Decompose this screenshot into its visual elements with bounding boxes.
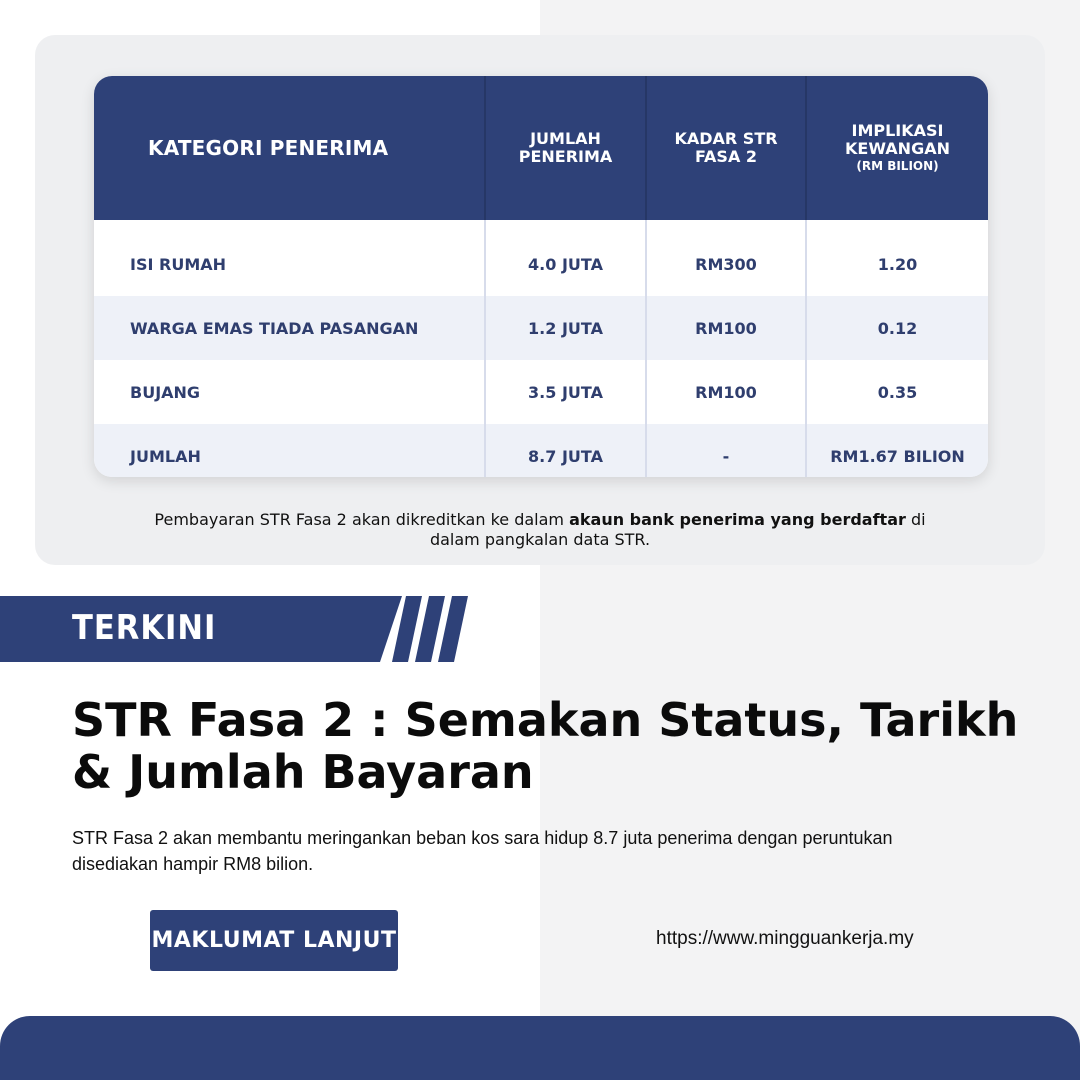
cell-jumlah: 3.5 JUTA [485,360,646,424]
header-implikasi [806,76,988,220]
table-header [94,76,988,220]
cell-jumlah: 8.7 JUTA [485,424,646,477]
cell-kadar: RM100 [646,296,806,360]
table-row [94,296,988,360]
table-spacer [94,220,988,232]
header-jumlah-line2: PENERIMA [518,147,613,166]
header-kategori [94,76,485,220]
header-kadar-line1: KADAR STR [674,129,778,148]
cell-kategori: BUJANG [94,360,485,424]
website-link[interactable]: https://www.mingguankerja.my [656,928,914,949]
footer-bar [0,1016,1080,1080]
table-row [94,360,988,424]
header-jumlah-line1: JUMLAH [530,129,601,148]
cell-jumlah: 1.2 JUTA [485,296,646,360]
cell-implikasi: 0.35 [806,360,988,424]
cell-kategori: WARGA EMAS TIADA PASANGAN [94,296,485,360]
payment-note [150,510,930,550]
header-implikasi-line1: IMPLIKASI [851,121,944,140]
maklumat-lanjut-button[interactable]: MAKLUMAT LANJUT [150,910,398,971]
header-kategori-label: KATEGORI PENERIMA [148,136,389,160]
note-text-bold: akaun bank penerima yang berdaftar [569,510,906,529]
cell-kadar: RM300 [646,232,806,296]
header-implikasi-line2: KEWANGAN [845,139,950,158]
table-row-total [94,424,988,477]
str-table-container [94,76,988,477]
cell-kadar: RM100 [646,360,806,424]
table-row [94,232,988,296]
cell-kategori: JUMLAH [94,424,485,477]
cell-implikasi: RM1.67 BILION [806,424,988,477]
cell-jumlah: 4.0 JUTA [485,232,646,296]
terkini-label: TERKINI [72,608,217,648]
article-title: STR Fasa 2 : Semakan Status, Tarikh & Jumlah Bayaran [72,693,1019,799]
header-kadar [646,76,806,220]
header-jumlah [485,76,646,220]
cell-kadar: - [646,424,806,477]
cell-implikasi: 0.12 [806,296,988,360]
cell-kategori: ISI RUMAH [94,232,485,296]
article-description: STR Fasa 2 akan membantu meringankan beban kos sara hidup 8.7 juta penerima dengan peruntukan disediakan hampir RM8 bilion. [72,828,893,874]
str-table [94,76,988,477]
note-text-2: di dalam pangkalan data STR. [429,510,926,549]
table-body [94,220,988,477]
note-text-1: Pembayaran STR Fasa 2 akan dikreditkan ke dalam [154,510,570,529]
cell-implikasi: 1.20 [806,232,988,296]
header-implikasi-unit: (RM BILION) [856,159,939,173]
header-kadar-line2: FASA 2 [694,147,758,166]
